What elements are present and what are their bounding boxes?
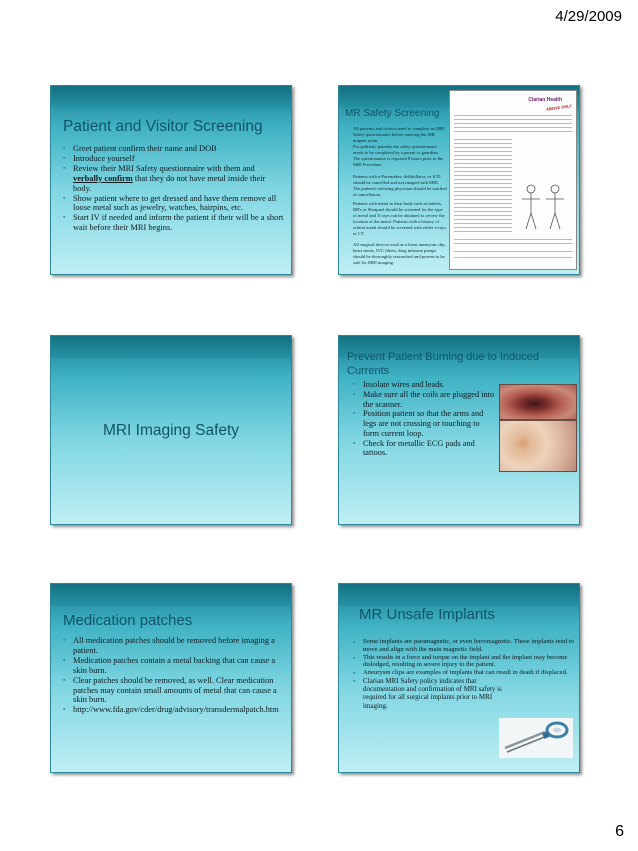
list-item: ▪ Greet patient confirm their name and DOB	[63, 144, 285, 154]
list-item: ▪ Some implants are paramagnetic, or even ferromagnetic. These implants tend to move and align with the main magnetic field.	[353, 638, 575, 654]
list-item: ▪ Show patient where to get dressed and have them remove all loose metal such as jewelry, watches, hairpins, etc.	[63, 194, 285, 214]
emphasis-text: verbally confirm	[73, 173, 133, 183]
paragraph: All surgical devices such as a heart aneurysm clip, heart stents, IVC filters, drug infusion pumps should be thoroughly researched and proven to be safe for MRI imaging.	[353, 242, 446, 265]
list-item: ▪ Position patient so that the arms and legs are not crossing or touching to form current loop.	[353, 409, 495, 438]
slide-title: Medication patches	[63, 612, 193, 629]
print-date: 4/29/2009	[555, 8, 622, 25]
slide-mr-safety-screening	[338, 85, 580, 275]
paragraph: All patients and visitors need to complete an MRI Safety questionnaire before entering the MR magnet room.	[353, 126, 445, 143]
list-item: ▪ All medication patches should be removed before imaging a patient.	[63, 636, 285, 656]
form-brand: Clarian Health	[528, 97, 562, 103]
skin-burn-photo	[499, 420, 577, 472]
bullet-list	[353, 380, 495, 458]
list-item: ▪ Review their MRI Safety questionnaire with them and verbally confirm that they do not have metal inside their body.	[63, 164, 285, 194]
slide-title: Prevent Patient Burning due to Induced Currents	[347, 351, 540, 378]
list-item: ▪ This results in a force and torque on the implant and the implant may become dislodged, resulting in severe injury to the patient.	[353, 654, 575, 670]
safety-questionnaire-form-image	[449, 90, 577, 270]
bullet-list	[63, 636, 285, 715]
list-item: ▪ Insolate wires and leads.	[353, 380, 495, 390]
slide-title: Patient and Visitor Screening	[63, 118, 263, 135]
slide-medication-patches	[50, 583, 292, 773]
slide-prevent-patient-burning	[338, 335, 580, 525]
slide-mri-imaging-safety	[50, 335, 292, 525]
list-item: ▪ Introduce yourself	[63, 154, 285, 164]
slide-title: MR Unsafe Implants	[359, 606, 495, 623]
paragraph: Patients with a Pacemaker, defibrillator, or ICD should be cancelled and not imaged with MRI. The patient's referring physician should be notified of cancellation.	[353, 174, 447, 197]
list-item: ▪ Clarian MRI Safety policy indicates that documentation and confirmation of MRI safety is required for all surgical implants prior to MRI imaging.	[353, 677, 503, 710]
page-number: 6	[615, 823, 624, 840]
fda-advisory-link[interactable]: ▪ http://www.fda.gov/cder/drug/advisory/transdermalpatch.htm	[63, 705, 285, 715]
list-item: ▪ Make sure all the coils are plugged into the scanner.	[353, 390, 495, 410]
aneurysm-clip-image	[499, 718, 573, 758]
tattoo-burn-photo	[499, 384, 577, 420]
paragraph: For pediatric patients the safety questionnaire needs to be completed by a parent or guardian. The questionnaire is required 8 hours prior to the MRI Procedure.	[353, 144, 444, 167]
paragraph: Patients with metal in their body such as bullets, BB's or Shrapnel should be screened for the type of metal and X-rays can be obtained to review the location of the metal. Patients with a history of orbital metal should be screened with either x-rays or CT.	[353, 201, 446, 236]
form-stamp: ABOVE ONLY	[545, 103, 573, 112]
body-diagram-icon	[518, 183, 568, 233]
slide-title: MRI Imaging Safety	[102, 422, 240, 439]
list-item: ▪ Aneurysm clips are examples of implants that can result in death if displaced.	[353, 669, 575, 677]
bullet-list	[63, 144, 285, 233]
list-item: ▪ Start IV if needed and inform the patient if their will be a short wait before their MRI begins.	[63, 213, 285, 233]
list-item: ▪ Medication patches contain a metal backing that can cause a skin burn.	[63, 656, 285, 676]
slide-title: MR Safety Screening	[345, 108, 440, 119]
slide-patient-visitor-screening	[50, 85, 292, 275]
slide-mr-unsafe-implants	[338, 583, 580, 773]
list-item: ▪ Clear patches should be removed, as well. Clear medication patches may contain small amounts of metal that can cause a skin burn.	[63, 676, 285, 706]
list-item: ▪ Check for metallic ECG pads and tattoos.	[353, 439, 495, 459]
bullet-list	[353, 638, 575, 710]
